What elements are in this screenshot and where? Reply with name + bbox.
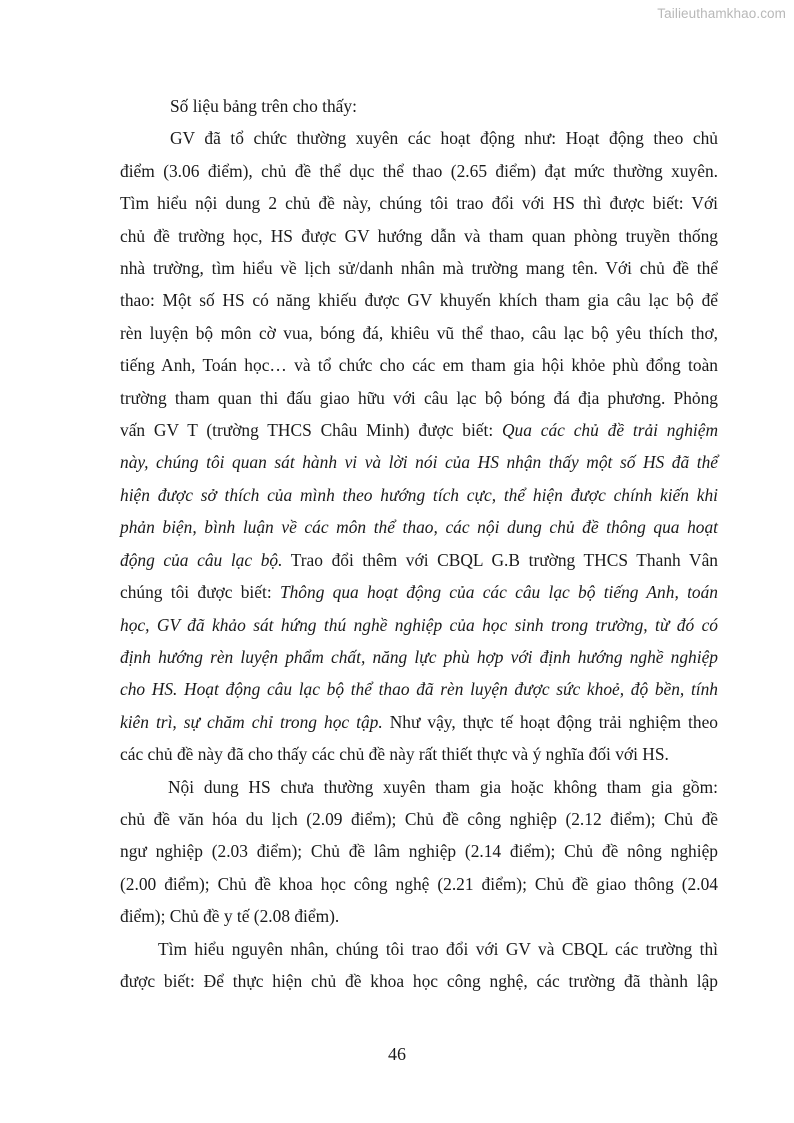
quote-run: phản biện, bình luận về các môn thể thao, các nội dung chủ đề thông qua hoạt: [120, 517, 718, 538]
paragraph-line: trường tham quan thi đấu giao hữu với câu lạc bộ bóng đá địa phương. Phỏng: [120, 387, 718, 408]
quote-run: này, chúng tôi quan sát hành vi và lời nói của HS nhận thấy một số HS đã thể: [120, 452, 718, 473]
paragraph-line: [120, 576, 718, 608]
quote-run: động của câu lạc bộ.: [120, 549, 283, 570]
text-run: vấn GV T (trường THCS Châu Minh) được biết:: [120, 420, 502, 441]
paragraph-line: [120, 414, 718, 446]
paragraph: [120, 933, 718, 998]
paragraph-line: Số liệu bảng trên cho thấy:: [170, 96, 357, 116]
quote-run: học, GV đã khảo sát hứng thú nghề nghiệp của học sinh trong trường, từ đó có: [120, 614, 718, 635]
quote-run: hiện được sở thích của mình theo hướng tích cực, thể hiện được chính kiến khi: [120, 484, 718, 505]
text-run: Trao đổi thêm với CBQL G.B trường THCS Thanh Vân: [282, 549, 719, 570]
paragraph-line: [120, 641, 718, 673]
paragraph-line: tiếng Anh, Toán học… và tổ chức cho các em tham gia hội khỏe phù đổng toàn: [120, 355, 718, 376]
paragraph-line: điểm); Chủ đề y tế (2.08 điểm).: [120, 906, 340, 927]
paragraph-line: các chủ đề này đã cho thấy các chủ đề này rất thiết thực và ý nghĩa đối với HS.: [120, 744, 669, 765]
paragraph-line: [120, 544, 718, 576]
quote-run: định hướng rèn luyện phẩm chất, năng lực phù hợp với định hướng nghề nghiệp: [120, 646, 718, 667]
paragraph: [120, 771, 718, 933]
paragraph-line: [120, 609, 718, 641]
paragraph-line: [120, 673, 718, 705]
quote-run: cho HS. Hoạt động câu lạc bộ thể thao đã rèn luyện được sức khoẻ, độ bền, tính: [120, 679, 718, 700]
document-body: [120, 90, 718, 997]
paragraph-line: điểm (3.06 điểm), chủ đề thể dục thể thao (2.65 điểm) đạt mức thường xuyên.: [120, 160, 718, 181]
paragraph-line: nhà trường, tìm hiểu về lịch sử/danh nhân mà trường mang tên. Với chủ đề thể: [120, 258, 718, 279]
quote-run: Qua các chủ đề trải nghiệm: [501, 420, 719, 441]
paragraph-line: GV đã tổ chức thường xuyên các hoạt động như: Hoạt động theo chủ: [170, 128, 718, 149]
paragraph-line: được biết: Để thực hiện chủ đề khoa học công nghệ, các trường đã thành lập: [120, 970, 718, 991]
paragraph-line: rèn luyện bộ môn cờ vua, bóng đá, khiêu vũ thể thao, câu lạc bộ yêu thích thơ,: [120, 322, 718, 343]
page-number: 46: [388, 1044, 406, 1064]
paragraph-line: chủ đề văn hóa du lịch (2.09 điểm); Chủ đề công nghiệp (2.12 điểm); Chủ đề: [120, 808, 718, 829]
quote-run: kiên trì, sự chăm chỉ trong học tập.: [120, 711, 383, 732]
paragraph-line: thao: Một số HS có năng khiếu được GV khuyến khích tham gia câu lạc bộ để: [120, 290, 718, 311]
text-run: chúng tôi được biết:: [120, 582, 280, 603]
paragraph-line: [120, 479, 718, 511]
paragraph-line: Tìm hiểu nội dung 2 chủ đề này, chúng tôi trao đổi với HS thì được biết: Với: [120, 193, 718, 214]
text-run: Như vậy, thực tế hoạt động trải nghiệm theo: [382, 711, 718, 732]
quote-run: Thông qua hoạt động của các câu lạc bộ tiếng Anh, toán: [279, 582, 718, 603]
paragraph-line: ngư nghiệp (2.03 điểm); Chủ đề lâm nghiệp (2.14 điểm); Chủ đề nông nghiệp: [120, 841, 718, 862]
paragraph: [120, 122, 718, 770]
paragraph-line: (2.00 điểm); Chủ đề khoa học công nghệ (2.21 điểm); Chủ đề giao thông (2.04: [120, 873, 718, 894]
paragraph-line: [120, 446, 718, 478]
paragraph-line: Tìm hiểu nguyên nhân, chúng tôi trao đổi với GV và CBQL các trường thì: [158, 938, 718, 959]
paragraph-line: [120, 511, 718, 543]
paragraph-line: Nội dung HS chưa thường xuyên tham gia hoặc không tham gia gồm:: [168, 776, 718, 797]
watermark: Tailieuthamkhao.com: [657, 6, 786, 21]
paragraph-line: chủ đề trường học, HS được GV hướng dẫn và tham quan phòng truyền thống: [120, 225, 718, 246]
paragraph-line: [120, 706, 718, 738]
